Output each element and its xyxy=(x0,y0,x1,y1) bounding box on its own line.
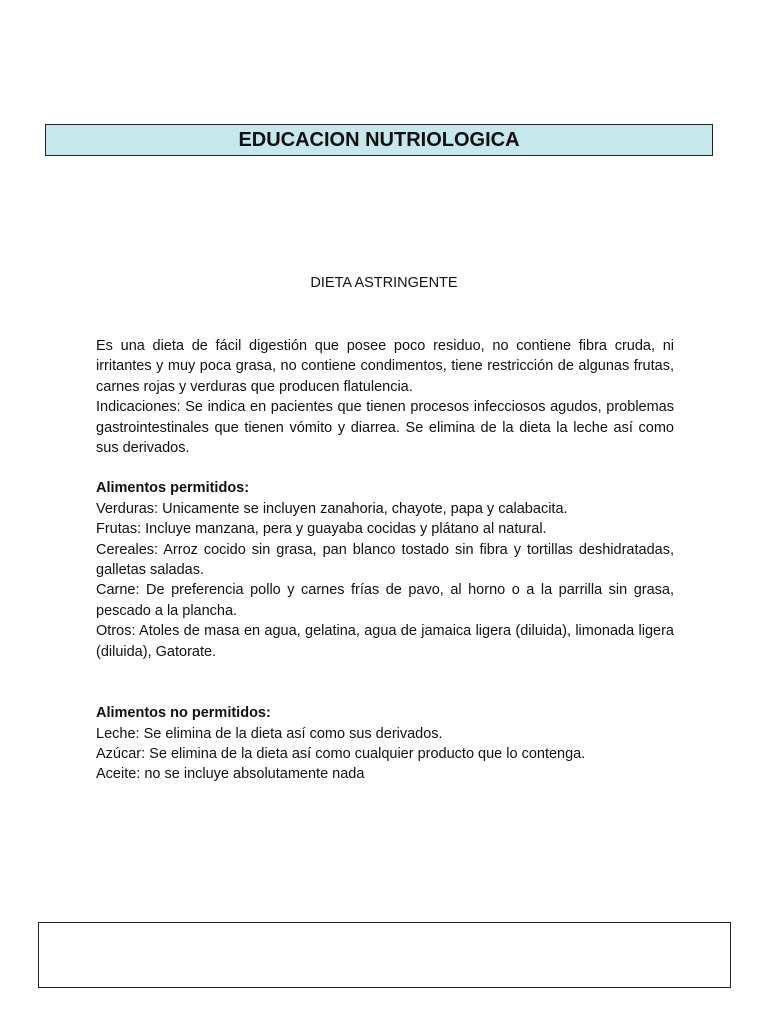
allowed-item-meat: Carne: De preferencia pollo y carnes frías de pavo, al horno o a la parrilla sin grasa, pescado a la plancha. xyxy=(96,582,674,619)
footer-box xyxy=(38,922,731,988)
allowed-heading: Alimentos permitidos: xyxy=(96,480,250,497)
not-allowed-heading: Alimentos no permitidos: xyxy=(96,705,271,722)
spacer xyxy=(96,458,674,478)
intro-indications: Indicaciones: Se indica en pacientes que tienen procesos infecciosos agudos, problemas gastrointestinales que tienen vómito y diarrea. Se elimina de la dieta la leche así como sus derivados. xyxy=(96,399,674,457)
not-allowed-item-sugar: Azúcar: Se elimina de la dieta así como cualquier producto que lo contenga. xyxy=(96,745,586,762)
allowed-item-cereals: Cereales: Arroz cocido sin grasa, pan blanco tostado sin fibra y tortillas deshidratadas, galletas saladas. xyxy=(96,541,674,579)
not-allowed-item-milk: Leche: Se elimina de la dieta así como sus derivados. xyxy=(96,725,443,742)
document-title: EDUCACION NUTRIOLOGICA xyxy=(238,128,520,151)
diet-subtitle: DIETA ASTRINGENTE xyxy=(310,275,458,291)
intro-description: Es una dieta de fácil digestión que posee poco residuo, no contiene fibra cruda, ni irritantes y muy poca grasa, no contiene condimentos, tiene restricción de algunas frutas, carnes rojas y verduras que producen flatulencia. xyxy=(96,338,674,395)
allowed-item-vegetables: Verduras: Unicamente se incluyen zanahoria, chayote, papa y calabacita. xyxy=(96,500,568,517)
allowed-item-fruits: Frutas: Incluye manzana, pera y guayaba cocidas y plátano al natural. xyxy=(96,521,547,538)
title-banner xyxy=(45,124,713,156)
allowed-item-others: Otros: Atoles de masa en agua, gelatina, agua de jamaica ligera (diluida), limonada ligera (diluida), Gatorate. xyxy=(96,623,674,660)
spacer xyxy=(96,662,674,703)
document-body xyxy=(96,336,674,785)
not-allowed-item-oil: Aceite: no se incluye absolutamente nada xyxy=(96,766,365,783)
